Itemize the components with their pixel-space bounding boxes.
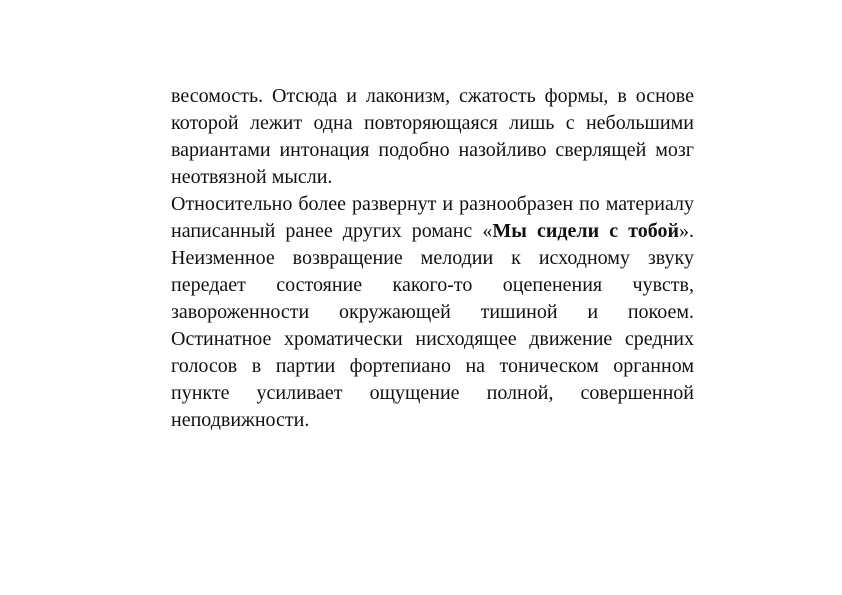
paragraph-2 [171,191,694,434]
paragraph-2-body: ». Неизменное возвращение мелодии к исходному звуку передает состояние какого-то оцепенения чувств, завороженности окружающей тишиной и покоем. Остинатное хроматически нисходящее движение средних голосов в партии фортепиано на тоническом органном пункте усиливает ощущение полной, совершенной неподвижности. [171,220,694,431]
paragraph-1: весомость. Отсюда и лаконизм, сжатость формы, в основе которой лежит одна повторяющаяся лишь с небольшими вариантами интонация подобно назойливо сверлящей мозг неотвязной мысли. [171,85,694,188]
text-block [171,83,694,434]
romance-title: Мы сидели с тобой [492,220,679,242]
paragraph-2-intro: Относительно более развернут и разнообразен по материалу написанный ранее других романс « [171,193,694,242]
